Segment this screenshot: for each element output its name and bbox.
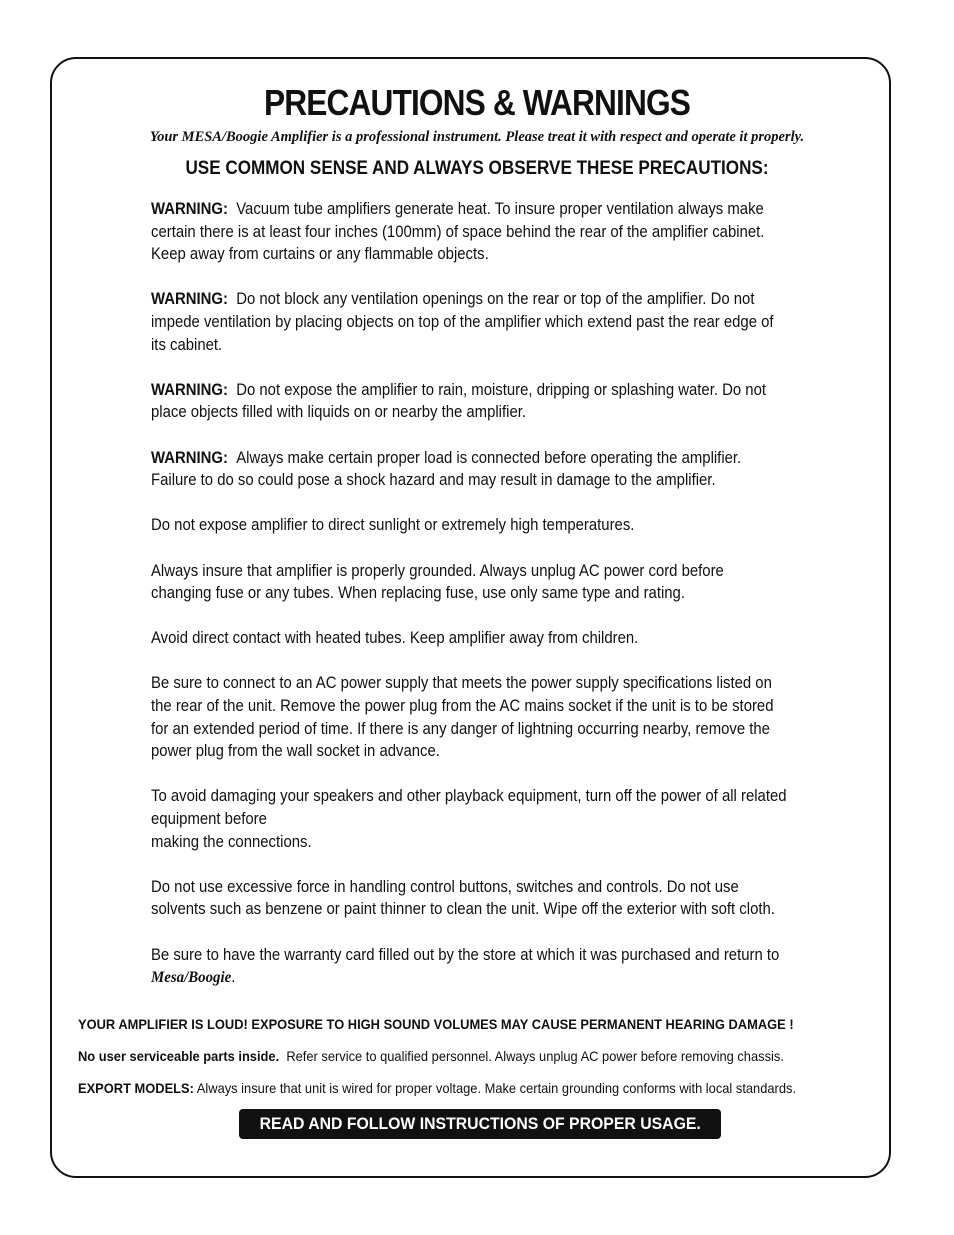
export-notice [78,1080,796,1096]
export-text: Always insure that unit is wired for proper voltage. Make certain grounding conforms with local standards. [196,1080,797,1096]
line-text: impede ventilation by placing objects on top of the amplifier which extend past the rear edge of [151,312,774,331]
paragraph-line [151,469,767,492]
paragraph-line [151,288,767,311]
line-text: Do not use excessive force in handling control buttons, switches and controls. Do not use [151,877,739,896]
paragraph-line [151,898,775,921]
line-text: for an extended period of time. If there is any danger of lightning occurring nearby, remove the [151,719,770,738]
precaution-paragraph [151,514,821,537]
line-text: the rear of the unit. Remove the power plug from the AC mains socket if the unit is to be stored [151,697,774,716]
precaution-paragraph [151,672,821,762]
warning-label: WARNING: [151,290,228,309]
paragraph-line [151,221,767,244]
paragraph-line [151,198,767,221]
paragraph-line [151,876,767,899]
subtitle: Your MESA/Boogie Amplifier is a professional instrument. Please treat it with respect and operate it properly. [149,129,805,145]
precaution-paragraph [151,944,821,989]
line-text: power plug from the wall socket in advance. [151,742,440,761]
paragraph-line [151,582,767,605]
warning-label: WARNING: [151,448,228,467]
line-text: Be sure to have the warranty card filled out by the store at which it was purchased and return to [151,945,780,964]
line-text: its cabinet. [151,335,223,354]
paragraph-line [151,672,772,695]
paragraph-line [151,514,767,537]
line-text: place objects filled with liquids on or nearby the amplifier. [151,403,527,422]
usage-banner [239,1109,721,1139]
warning-label: WARNING: [151,380,228,399]
line-text: Do not block any ventilation openings on the rear or top of the amplifier. Do not [236,290,755,309]
hearing-warning: YOUR AMPLIFIER IS LOUD! EXPOSURE TO HIGH SOUND VOLUMES MAY CAUSE PERMANENT HEARING DAMAGE ! [78,1016,794,1032]
precaution-paragraph [151,627,821,650]
paragraph-line [151,785,787,808]
export-label: EXPORT MODELS: [78,1080,194,1096]
section-heading: USE COMMON SENSE AND ALWAYS OBSERVE THESE PRECAUTIONS: [185,158,769,179]
paragraph-line [151,740,767,763]
paragraph-line [151,447,767,470]
line-text: To avoid damaging your speakers and other playback equipment, turn off the power of all related [151,787,787,806]
line-text: Always insure that amplifier is properly grounded. Always unplug AC power cord before [151,561,724,580]
warning-paragraph [151,288,821,356]
brand-suffix: . [231,968,236,987]
paragraph-line [151,311,774,334]
paragraph-line [151,627,767,650]
paragraph-line [151,808,767,831]
line-text: solvents such as benzene or paint thinner to clean the unit. Wipe off the exterior with soft cloth. [151,900,775,919]
paragraph-line [151,718,770,741]
paragraph-line [151,695,774,718]
paragraph-line [151,379,767,402]
precaution-paragraph [151,785,821,853]
line-text: Do not expose the amplifier to rain, moisture, dripping or splashing water. Do not [236,380,767,399]
line-text: Always make certain proper load is connected before operating the amplifier. [236,448,742,467]
paragraph-line [151,243,767,266]
paragraph-line [151,944,780,967]
service-label: No user serviceable parts inside. [78,1048,280,1064]
warning-label: WARNING: [151,200,228,218]
line-text: Be sure to connect to an AC power supply that meets the power supply specifications listed on [151,674,772,693]
paragraph-line [151,334,767,357]
precaution-paragraph [151,560,821,605]
line-text: certain there is at least four inches (100mm) of space behind the rear of the amplifier cabinet. [151,222,765,241]
paragraph-line [151,401,767,424]
line-text: Vacuum tube amplifiers generate heat. To insure proper ventilation always make [236,200,764,218]
line-text: changing fuse or any tubes. When replacing fuse, use only same type and rating. [151,584,685,603]
banner-text: READ AND FOLLOW INSTRUCTIONS OF PROPER USAGE. [259,1114,701,1133]
line-text: Failure to do so could pose a shock hazard and may result in damage to the amplifier. [151,471,716,490]
service-text: Refer service to qualified personnel. Always unplug AC power before removing chassis. [286,1048,784,1064]
line-text: making the connections. [151,832,312,851]
paragraph-line [151,966,767,989]
precaution-paragraph [151,876,821,921]
warning-paragraph [151,198,821,266]
paragraph-line [151,831,767,854]
service-notice [78,1048,784,1064]
line-text: Keep away from curtains or any flammable objects. [151,245,489,264]
warning-paragraph [151,447,821,492]
paragraph-line [151,560,767,583]
line-text: Avoid direct contact with heated tubes. Keep amplifier away from children. [151,629,639,648]
brand-name: Mesa/Boogie [151,968,232,987]
warning-paragraph [151,379,821,424]
line-text: Do not expose amplifier to direct sunlight or extremely high temperatures. [151,516,635,535]
page-title: PRECAUTIONS & WARNINGS [264,82,690,123]
line-text: equipment before [151,810,267,829]
precautions-list [151,198,821,1011]
